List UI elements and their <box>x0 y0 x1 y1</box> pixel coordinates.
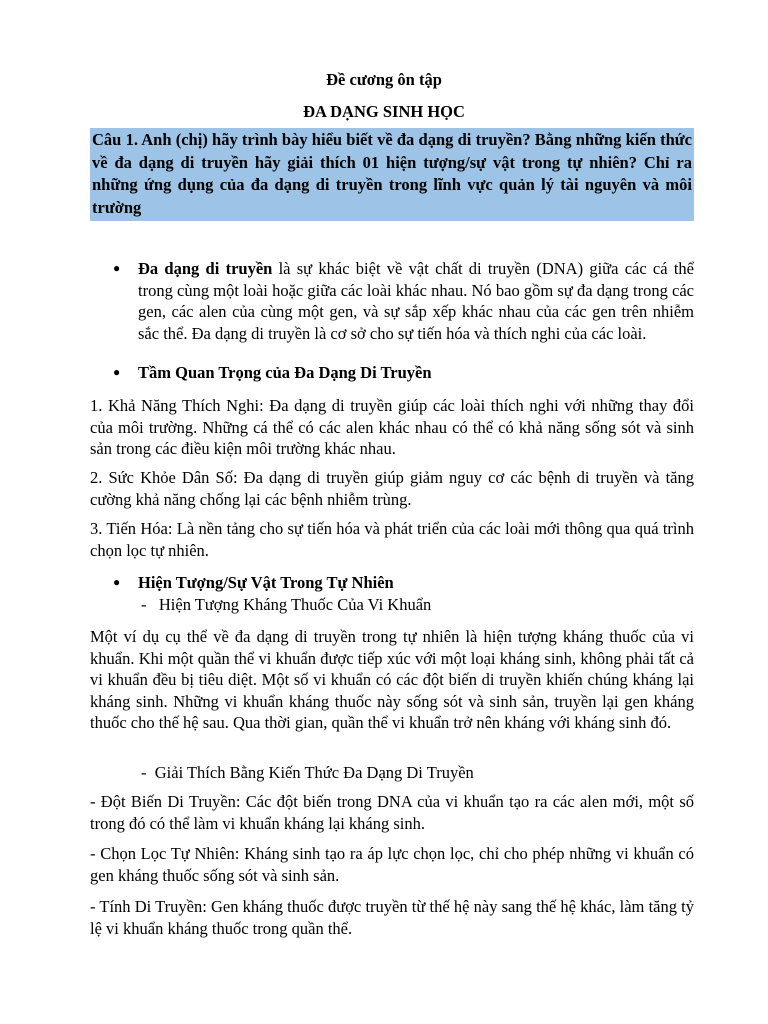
highlighted-question: Câu 1. Anh (chị) hãy trình bày hiểu biết về đa dạng di truyền? Bằng những kiến thức về đa dạng di truyền hãy giải thích 01 hiện tượng/sự vật trong tự nhiên? Chỉ ra những ứng dụng của đa dạng di truyền trong lĩnh vực quản lý tài nguyên và môi trường <box>90 128 694 221</box>
explanation-item: - Chọn Lọc Tự Nhiên: Kháng sinh tạo ra áp lực chọn lọc, chỉ cho phép những vi khuẩn có gen kháng thuốc sống sót và sinh sản. <box>90 844 694 885</box>
document-subtitle: ĐA DẠNG SINH HỌC <box>303 102 465 121</box>
explanation-item: - Tính Di Truyền: Gen kháng thuốc được truyền từ thế hệ này sang thế hệ khác, làm tăng tỷ lệ vi khuẩn kháng thuốc trong quần thể. <box>90 897 694 938</box>
bullet-icon: ● <box>113 575 121 589</box>
importance-item: 2. Sức Khỏe Dân Số: Đa dạng di truyền giúp giảm nguy cơ các bệnh di truyền và tăng cường khả năng chống lại các bệnh nhiễm trùng. <box>90 468 694 509</box>
bullet-item-phenomenon <box>113 572 694 594</box>
importance-item: 1. Khả Năng Thích Nghi: Đa dạng di truyền giúp các loài thích nghi với những thay đổi của môi trường. Những cá thể có các alen khác nhau có thể có khả năng sống sót và sinh sản trong các điều kiện môi trường khác nhau. <box>90 396 694 458</box>
bullet-icon: ● <box>113 261 121 275</box>
sub-heading: - Giải Thích Bằng Kiến Thức Đa Dạng Di Truyền <box>141 763 474 782</box>
bullet-icon: ● <box>113 365 121 379</box>
section-heading: Tầm Quan Trọng của Đa Dạng Di Truyền <box>138 363 432 382</box>
phenomenon-paragraph: Một ví dụ cụ thể về đa dạng di truyền trong tự nhiên là hiện tượng kháng thuốc của vi khuẩn. Khi một quần thể vi khuẩn được tiếp xúc với một loại kháng sinh, không phải tất cả vi khuẩn đều bị tiêu diệt. Một số vi khuẩn có các đột biến di truyền khiến chúng kháng lại kháng sinh. Những vi khuẩn kháng thuốc này sống sót và sinh sản, truyền lại gen kháng thuốc cho thế hệ sau. Qua thời gian, quần thể vi khuẩn trở nên kháng với kháng sinh đó. <box>90 627 694 732</box>
section-heading: Hiện Tượng/Sự Vật Trong Tự Nhiên <box>138 573 394 592</box>
explanation-item: - Đột Biến Di Truyền: Các đột biến trong DNA của vi khuẩn tạo ra các alen mới, một số trong đó có thể làm vi khuẩn kháng lại kháng sinh. <box>90 792 694 833</box>
sub-heading: - Hiện Tượng Kháng Thuốc Của Vi Khuẩn <box>141 595 432 614</box>
bullet-item-definition <box>113 258 694 344</box>
document-title: Đề cương ôn tập <box>326 70 442 89</box>
bullet-item-importance <box>113 362 694 384</box>
definition-term: Đa dạng di truyền <box>138 259 273 278</box>
importance-item: 3. Tiến Hóa: Là nền tảng cho sự tiến hóa và phát triển của các loài mới thông qua quá trình chọn lọc tự nhiên. <box>90 519 694 560</box>
definition-text: là sự khác biệt về vật chất di truyền (DNA) giữa các cá thể trong cùng một loài hoặc giữa các loài khác nhau. Nó bao gồm sự đa dạng trong các gen, các alen của cùng một gen, và sự sắp xếp khác nhau của các gen trên nhiễm sắc thể. Đa dạng di truyền là cơ sở cho sự tiến hóa và thích nghi của các loài. <box>138 259 694 343</box>
